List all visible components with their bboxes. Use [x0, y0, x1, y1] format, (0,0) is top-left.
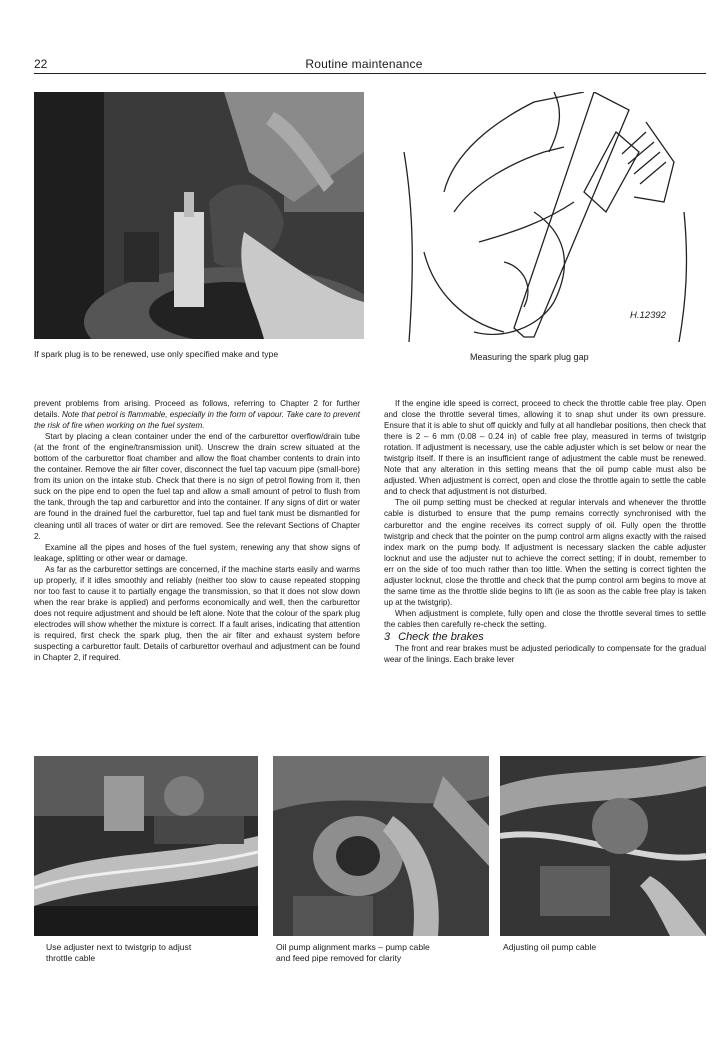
- right-text-column: [384, 398, 706, 665]
- section-heading: [384, 632, 706, 643]
- left-paragraph-1: [34, 398, 360, 431]
- right-paragraph-2: The oil pump setting must be checked at regular intervals and whenever the throttle cable is disturbed to ensure that the pump remains correctly synchronised with the carburettor and the engine receives its correct supply of oil. Fully open the throttle twistgrip and check that the pointer on the pump control arm aligns exactly with the raised index mark on the pump body. If adjustment is necessary slacken the cable adjuster locknut and use the adjuster nut to achieve the correct setting; if in doubt, remember to err on the side of too much rather than too little. When the setting is correct tighten the adjuster locknut, close the throttle and check that the pump control arm begins to move at the same time as the throttle slide begins to lift (ie as soon as the cable free play is taken up at the twistgrip).: [384, 498, 706, 607]
- left-paragraph-4: As far as the carburettor settings are concerned, if the machine starts easily and warms up properly, if it idles smoothly and reliably (neither too slow to cause repeated stopping nor too fast to cause it to partially engage the transmission, so that it does not slow down when the rear brake is applied) and performs economically and well, then the carburettor does not require adjustment and should be left alone. Note that the colour of the spark plug electrodes will show whether the mixture is correct. If a fault arises, indicating that attention is required, first check the spark plug, then the air filter and exhaust system before suspecting a carburettor fault. Details of carburettor overhaul and adjustment can be found in Chapter 2, if required.: [34, 564, 360, 663]
- oil-pump-alignment-photo: [273, 756, 489, 936]
- left-paragraph-3: Examine all the pipes and hoses of the fuel system, renewing any that show signs of leakage, splitting or other wear or damage.: [34, 542, 360, 563]
- section-number: 3: [384, 630, 391, 643]
- throttle-adjuster-photo: [34, 756, 258, 936]
- spark-plug-gap-drawing: [384, 92, 704, 342]
- pump-cable-photo-caption: Adjusting oil pump cable: [503, 942, 597, 952]
- right-paragraph-1: If the engine idle speed is correct, proceed to check the throttle cable free play. Open and close the throttle several times, allowing it to snap shut under its own pressure. Ensure that it is able to shut off quickly and fully at all handlebar positions, then check that there is 2 – 6 mm (0.08 – 0.24 in) of cable free play, measured in terms of twistgrip rotation. If adjustment is necessary, use the cable adjuster which is set below or near the twistgrip itself. If there is an insufficient range of adjustment the cable must be renewed. Note that any alteration in this setting means that the oil pump cable must also be adjusted. When adjustment is correct, open and close the throttle again to settle the cable and to check that adjustment is not disturbed.: [384, 399, 706, 497]
- spark-plug-photo: [34, 92, 364, 339]
- adjuster-caption-line-2: throttle cable: [46, 953, 96, 963]
- section-title: Check the brakes: [398, 630, 484, 643]
- running-head: Routine maintenance: [305, 57, 423, 71]
- alignment-caption-line-1: Oil pump alignment marks – pump cable: [276, 942, 430, 952]
- header-rule: [34, 73, 706, 74]
- petrol-warning: Note that petrol is flammable, especially in the form of vapour. Take care to prevent the risk of fire when working on the fuel system.: [34, 410, 360, 431]
- adjuster-caption-line-1: Use adjuster next to twistgrip to adjust: [46, 942, 192, 952]
- oil-pump-cable-photo: [500, 756, 706, 936]
- left-paragraph-1-lead: prevent problems from arising. Proceed as follows, referring to Chapter 2 for further details.: [34, 399, 360, 420]
- right-paragraph-4: The front and rear brakes must be adjusted periodically to compensate for the gradual wear of the linings. Each brake lever: [384, 644, 706, 665]
- left-text-column: [34, 398, 360, 663]
- page-number: 22: [34, 57, 48, 71]
- right-paragraph-3: When adjustment is complete, fully open and close the throttle several times to settle the cables then carefully re-check the setting.: [384, 608, 706, 629]
- left-paragraph-2: Start by placing a clean container under the end of the carburettor overflow/drain tube (at the front of the engine/transmission unit). Unscrew the drain screw situated at the bottom of the carburettor float chamber and allow the float chamber contents to drain into the container. Remove the air filter cover, disconnect the fuel tap vacuum pipe (small-bore) from its union on the intake stub. Check that there is no sign of petrol flowing from it, then suck on the pipe end to open the fuel tap and allow a small amount of petrol to flush from the tank, through the tap and carburettor and into the container. If any signs of dirt or water are found in the drained fuel the carburettor, fuel tap and fuel tank must be dismantled for cleaning until all traces of water or dirt are removed. See the relevant Sections of Chapter 2.: [34, 432, 360, 541]
- gap-drawing-caption: Measuring the spark plug gap: [470, 352, 589, 362]
- alignment-caption-line-2: and feed pipe removed for clarity: [276, 953, 402, 963]
- figure-reference-label: H.12392: [630, 310, 666, 321]
- adjuster-photo-caption: [46, 942, 191, 964]
- spark-plug-photo-caption: If spark plug is to be renewed, use only specified make and type: [34, 349, 279, 359]
- alignment-photo-caption: [276, 942, 430, 964]
